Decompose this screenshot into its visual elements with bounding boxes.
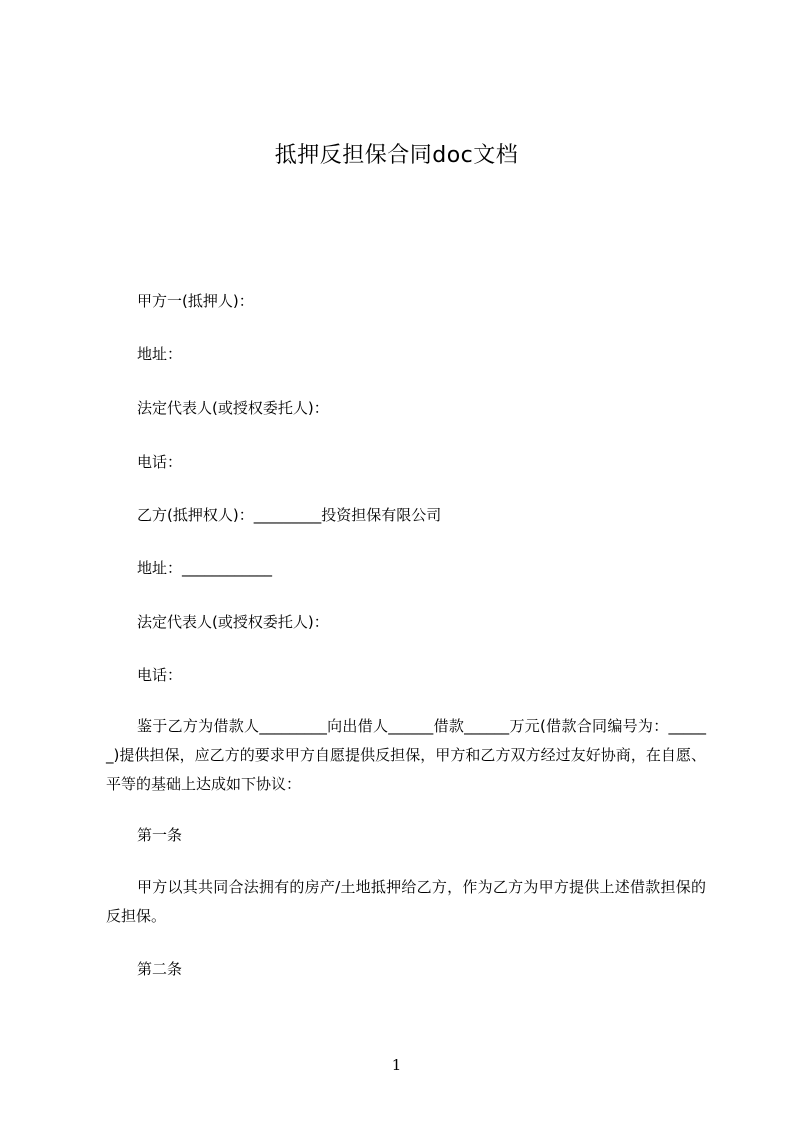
party-a-phone: 电话： — [137, 453, 183, 471]
party-b-legal-representative: 法定代表人(或授权委托人)： — [137, 613, 329, 631]
article-1-text: 甲方以其共同合法拥有的房产/土地抵押给乙方，作为乙方为甲方提供上述借款担保的反担保。 — [106, 878, 706, 925]
article-1-heading: 第一条 — [137, 826, 183, 844]
party-b-address: 地址：____________ — [137, 559, 273, 577]
party-b-phone: 电话： — [137, 666, 183, 684]
party-b-label: 乙方(抵押权人)：_________投资担保有限公司 — [137, 506, 442, 524]
article-2-heading: 第二条 — [137, 960, 183, 978]
party-a-address: 地址： — [137, 345, 183, 363]
party-a-legal-representative: 法定代表人(或授权委托人)： — [137, 399, 329, 417]
recital-paragraph: 鉴于乙方为借款人_________向出借人______借款______万元(借款合同编号为：______)提供担保，应乙方的要求甲方自愿提供反担保，甲方和乙方双方经过友好协商，在自愿、平等的基础上达成如下协议： — [106, 717, 706, 793]
party-a-label: 甲方一(抵押人)： — [137, 292, 254, 310]
page-number: 1 — [391, 1056, 402, 1074]
document-title: 抵押反担保合同doc文档 — [274, 143, 519, 168]
